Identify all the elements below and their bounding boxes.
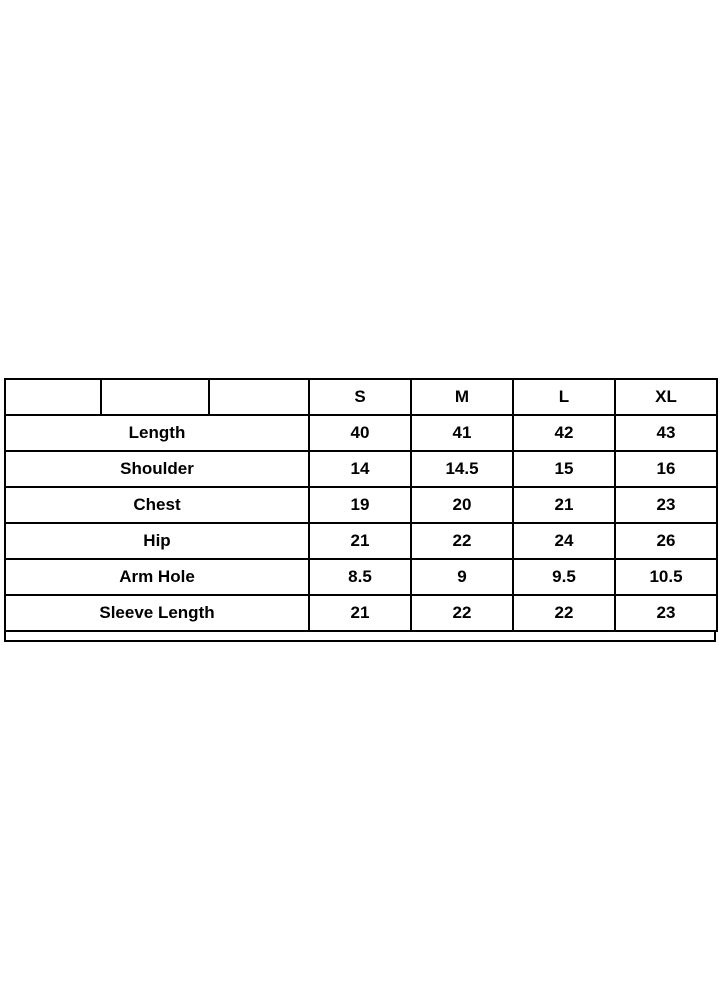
- table-row: [5, 415, 717, 451]
- cell-length-xl: 43: [615, 415, 717, 451]
- cell-arm-hole-m: 9: [411, 559, 513, 595]
- cell-length-s: 40: [309, 415, 411, 451]
- row-label-length: Length: [5, 415, 309, 451]
- column-header-l: L: [513, 379, 615, 415]
- header-blank-1: [5, 379, 101, 415]
- cell-sleeve-length-s: 21: [309, 595, 411, 631]
- size-chart-sheet: [4, 378, 716, 642]
- size-chart-table: [4, 378, 718, 632]
- cell-sleeve-length-m: 22: [411, 595, 513, 631]
- cell-shoulder-l: 15: [513, 451, 615, 487]
- cell-chest-m: 20: [411, 487, 513, 523]
- cell-hip-m: 22: [411, 523, 513, 559]
- cell-hip-s: 21: [309, 523, 411, 559]
- cell-chest-xl: 23: [615, 487, 717, 523]
- table-row: [5, 595, 717, 631]
- header-blank-2: [101, 379, 209, 415]
- column-header-s: S: [309, 379, 411, 415]
- row-label-arm-hole: Arm Hole: [5, 559, 309, 595]
- cell-shoulder-s: 14: [309, 451, 411, 487]
- row-label-hip: Hip: [5, 523, 309, 559]
- row-label-shoulder: Shoulder: [5, 451, 309, 487]
- table-row: [5, 487, 717, 523]
- column-header-m: M: [411, 379, 513, 415]
- cell-chest-s: 19: [309, 487, 411, 523]
- cell-arm-hole-s: 8.5: [309, 559, 411, 595]
- table-row: [5, 451, 717, 487]
- cell-length-l: 42: [513, 415, 615, 451]
- cell-sleeve-length-l: 22: [513, 595, 615, 631]
- cell-sleeve-length-xl: 23: [615, 595, 717, 631]
- cell-hip-xl: 26: [615, 523, 717, 559]
- row-label-sleeve-length: Sleeve Length: [5, 595, 309, 631]
- table-row: [5, 523, 717, 559]
- table-row: [5, 559, 717, 595]
- table-header-row: [5, 379, 717, 415]
- cell-arm-hole-xl: 10.5: [615, 559, 717, 595]
- cell-chest-l: 21: [513, 487, 615, 523]
- column-header-xl: XL: [615, 379, 717, 415]
- row-label-chest: Chest: [5, 487, 309, 523]
- cell-shoulder-m: 14.5: [411, 451, 513, 487]
- cell-length-m: 41: [411, 415, 513, 451]
- table-bottom-stub: [4, 632, 716, 642]
- header-blank-3: [209, 379, 309, 415]
- cell-arm-hole-l: 9.5: [513, 559, 615, 595]
- cell-shoulder-xl: 16: [615, 451, 717, 487]
- cell-hip-l: 24: [513, 523, 615, 559]
